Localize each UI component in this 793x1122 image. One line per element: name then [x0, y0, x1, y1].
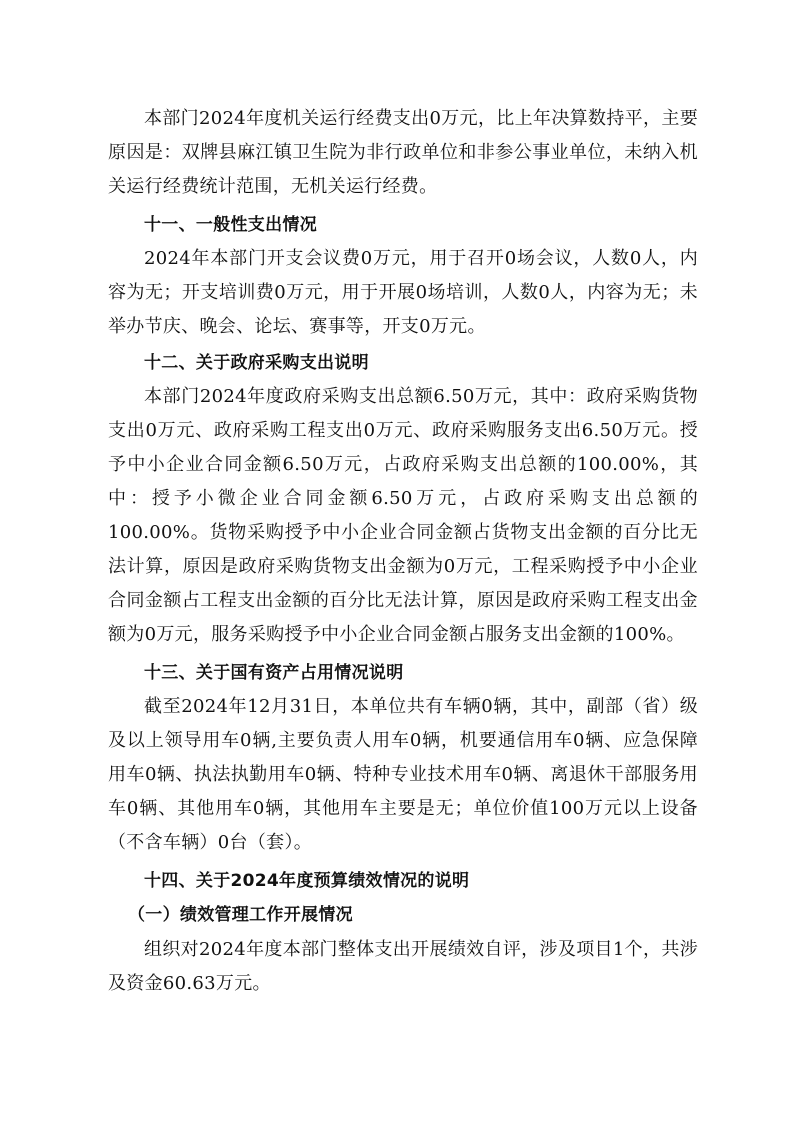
- section-13-heading: 十三、关于国有资产占用情况说明: [144, 663, 404, 683]
- section-14-subheading-1: （一）绩效管理工作开展情况: [128, 905, 353, 925]
- section-14-heading: 十四、关于2024年度预算绩效情况的说明: [144, 871, 470, 891]
- section-11-body: 2024年本部门开支会议费0万元，用于召开0场会议，人数0人，内容为无；开支培训费0万元，用于开展0场培训，人数0人，内容为无；未举办节庆、晚会、论坛、赛事等，开支0万元。: [108, 248, 698, 337]
- section-14-subsection-1-body: 组织对2024年度本部门整体支出开展绩效自评，涉及项目1个，共涉及资金60.63万元。: [108, 939, 698, 994]
- section-11-heading: 十一、一般性支出情况: [144, 215, 317, 235]
- section-13-body: 截至2024年12月31日，本单位共有车辆0辆，其中，副部（省）级及以上领导用车0辆,主要负责人用车0辆，机要通信用车0辆、应急保障用车0辆、执法执勤用车0辆、特种专业技术用车0辆、离退休干部服务用车0辆、其他用车0辆，其他用车主要是无；单位价值100万元以上设备（不含车辆）0台（套）。: [108, 696, 698, 853]
- paragraph-operating-costs: 本部门2024年度机关运行经费支出0万元，比上年决算数持平，主要原因是：双牌县麻江镇卫生院为非行政单位和非参公事业单位，未纳入机关运行经费统计范围，无机关运行经费。: [108, 108, 698, 197]
- section-12-body: 本部门2024年度政府采购支出总额6.50万元，其中：政府采购货物支出0万元、政府采购工程支出0万元、政府采购服务支出6.50万元。授予中小企业合同金额6.50万元，占政府采购支出总额的100.00%，其中：授予小微企业合同金额6.50万元，占政府采购支出总额的100.00%。货物采购授予中小企业合同金额占货物支出金额的百分比无法计算，原因是政府采购货物支出金额为0万元，工程采购授予中小企业合同金额占工程支出金额的百分比无法计算，原因是政府采购工程支出金额为0万元，服务采购授予中小企业合同金额占服务支出金额的100%。: [108, 386, 698, 645]
- section-12-heading: 十二、关于政府采购支出说明: [144, 353, 369, 373]
